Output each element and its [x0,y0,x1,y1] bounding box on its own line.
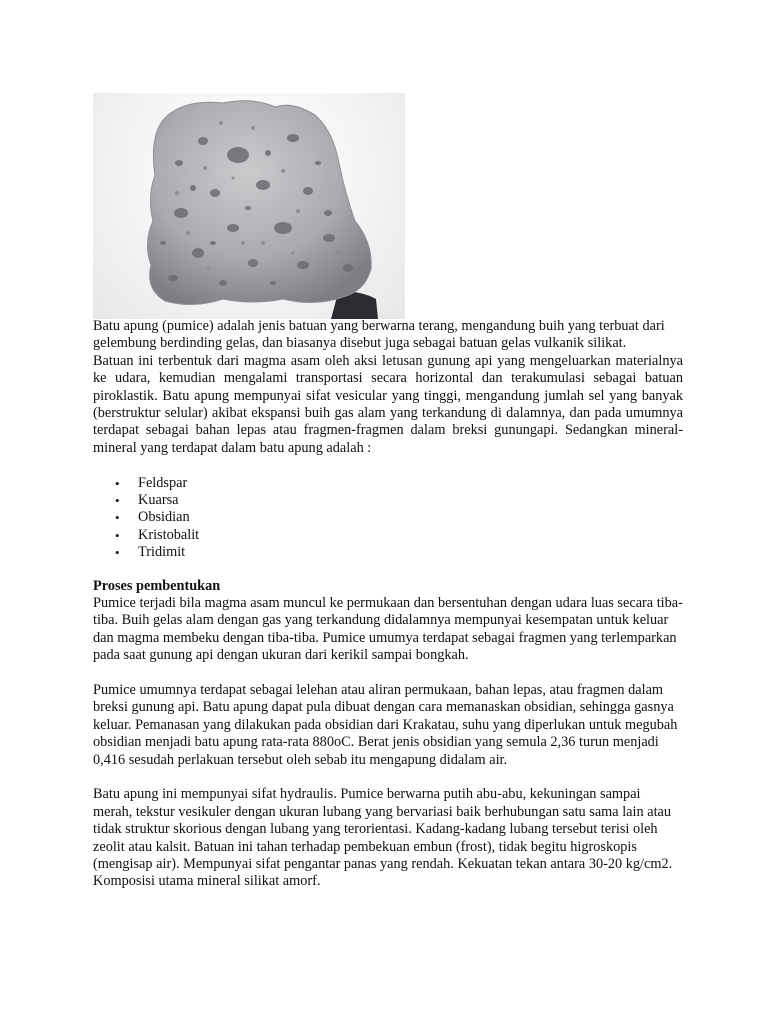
list-item: • Feldspar [93,475,683,492]
formation-paragraph-3: Batu apung ini mempunyai sifat hydraulis. Pumice berwarna putih abu-abu, kekuningan sampai merah, tekstur vesikuler dengan ukuran lubang yang bervariasi baik berhubungan satu sama lain atau tidak struktur skorious dengan lubang yang terorientasi. Kadang-kadang lubang tersebut terisi oleh zeolit atau kalsit. Batuan ini tahan terhadap pembekuan embun (frost), tidak begitu higroskopis (mengisap air). Mempunyai sifat pengantar panas yang rendah. Kekuatan tekan antara 30-20 kg/cm2. Komposisi utama mineral silikat amorf. [93,786,673,890]
section-heading: Proses pembentukan [93,577,221,594]
pumice-photo [93,93,405,319]
formation-paragraph-1: Pumice terjadi bila magma asam muncul ke permukaan dan bersentuhan dengan udara luas secara tiba-tiba. Buih gelas alam dengan gas yang terkandung didalamnya mempunyai kesempatan untuk keluar dan magma membeku dengan tiba-tiba. Pumice umumya terdapat sebagai fragmen yang terlemparkan pada saat gunung api dengan ukuran dari kerikil sampai bongkah. [93,595,683,664]
list-item: • Obsidian [93,509,683,526]
document-body [93,318,683,891]
intro-paragraph-1: Batu apung (pumice) adalah jenis batuan yang berwarna terang, mengandung buih yang terbuat dari gelembung berdinding gelas, dan biasanya disebut juga sebagai batuan gelas vulkanik silikat. [93,318,665,352]
list-item: • Kuarsa [93,492,683,509]
formation-paragraph-2: Pumice umumnya terdapat sebagai lelehan atau aliran permukaan, bahan lepas, atau fragmen dalam breksi gunung api. Batu apung dapat pula dibuat dengan cara memanaskan obsidian, sehingga gasnya keluar. Pemanasan yang dilakukan pada obsidian dari Krakatau, suhu yang diperlukan untuk megubah obsidian menjadi batu apung rata-rata 880oC. Berat jenis obsidian yang semula 2,36 turun menjadi 0,416 sesudah perlakuan tersebut oleh sebab itu mengapung didalam air. [93,682,678,768]
list-item: • Tridimit [93,544,683,561]
list-item: • Kristobalit [93,527,683,544]
intro-paragraph-2: Batuan ini terbentuk dari magma asam oleh aksi letusan gunung api yang mengeluarkan materialnya ke udara, kemudian mengalami transportasi secara horizontal dan terakumulasi sebagai batuan piroklastik. Batu apung mempunyai sifat vesicular yang tinggi, mengandung jumlah sel yang banyak (berstruktur selular) akibat ekspansi buih gas alam yang terkandung di dalamnya, dan pada umumnya terdapat sebagai bahan lepas atau fragmen-fragmen dalam breksi gunungapi. Sedangkan mineral-mineral yang terdapat dalam batu apung adalah : [93,352,683,456]
pumice-rock-image [93,93,405,319]
mineral-list [93,475,683,562]
